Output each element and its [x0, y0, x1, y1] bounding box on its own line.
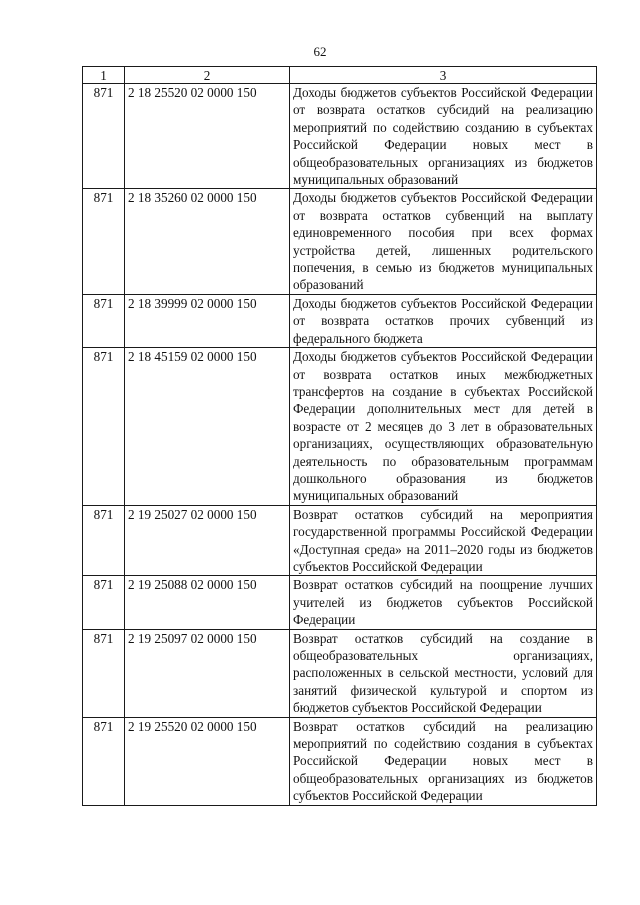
admin-code-cell: 871: [83, 717, 125, 805]
table-row: [83, 717, 597, 805]
admin-code-cell: 871: [83, 505, 125, 576]
column-header-1: 1: [83, 67, 125, 84]
table-row: [83, 348, 597, 506]
description-cell: Доходы бюджетов субъектов Российской Федерации от возврата остатков иных межбюджетных трансфертов на создание в субъектах Российской Федерации дополнительных мест для детей в возрасте от 2 месяцев до 3 лет в образовательных организациях, осуществляющих образовательную деятельность по образовательным программам дошкольного образования из бюджетов муниципальных образований: [290, 348, 597, 506]
description-cell: Доходы бюджетов субъектов Российской Федерации от возврата остатков субвенций на выплату единовременного пособия при всех формах устройства детей, лишенных родительского попечения, в семью из бюджетов муниципальных образований: [290, 189, 597, 294]
description-cell: Доходы бюджетов субъектов Российской Федерации от возврата остатков субсидий на реализацию мероприятий по содействию созданию в субъектах Российской Федерации новых мест в общеобразовательных организациях из бюджетов муниципальных образований: [290, 84, 597, 189]
budget-code-cell: 2 18 35260 02 0000 150: [125, 189, 290, 294]
description-cell: Доходы бюджетов субъектов Российской Федерации от возврата остатков прочих субвенций из федерального бюджета: [290, 294, 597, 347]
budget-code-cell: 2 18 25520 02 0000 150: [125, 84, 290, 189]
budget-code-cell: 2 19 25520 02 0000 150: [125, 717, 290, 805]
admin-code-cell: 871: [83, 189, 125, 294]
column-header-3: 3: [290, 67, 597, 84]
table-row: [83, 189, 597, 294]
description-cell: Возврат остатков субсидий на поощрение лучших учителей из бюджетов субъектов Российской Федерации: [290, 576, 597, 629]
description-cell: Возврат остатков субсидий на создание в общеобразовательных организациях, расположенных в сельской местности, условий для занятий физической культурой и спортом из бюджетов субъектов Российской Федерации: [290, 629, 597, 717]
table-row: [83, 505, 597, 576]
admin-code-cell: 871: [83, 629, 125, 717]
description-cell: Возврат остатков субсидий на мероприятия государственной программы Российской Федерации «Доступная среда» на 2011–2020 годы из бюджетов субъектов Российской Федерации: [290, 505, 597, 576]
admin-code-cell: 871: [83, 84, 125, 189]
table-row: [83, 294, 597, 347]
column-header-2: 2: [125, 67, 290, 84]
budget-code-cell: 2 19 25027 02 0000 150: [125, 505, 290, 576]
admin-code-cell: 871: [83, 294, 125, 347]
table-row: [83, 84, 597, 189]
budget-codes-table: [82, 66, 597, 806]
description-cell: Возврат остатков субсидий на реализацию мероприятий по содействию создания в субъектах Российской Федерации новых мест в общеобразовательных организациях из бюджетов субъектов Российской Федерации: [290, 717, 597, 805]
table-row: [83, 629, 597, 717]
budget-code-cell: 2 19 25097 02 0000 150: [125, 629, 290, 717]
admin-code-cell: 871: [83, 576, 125, 629]
budget-code-cell: 2 18 45159 02 0000 150: [125, 348, 290, 506]
table-row: [83, 576, 597, 629]
budget-code-cell: 2 18 39999 02 0000 150: [125, 294, 290, 347]
budget-code-cell: 2 19 25088 02 0000 150: [125, 576, 290, 629]
table-header-row: [83, 67, 597, 84]
page-number: 62: [313, 44, 327, 59]
admin-code-cell: 871: [83, 348, 125, 506]
